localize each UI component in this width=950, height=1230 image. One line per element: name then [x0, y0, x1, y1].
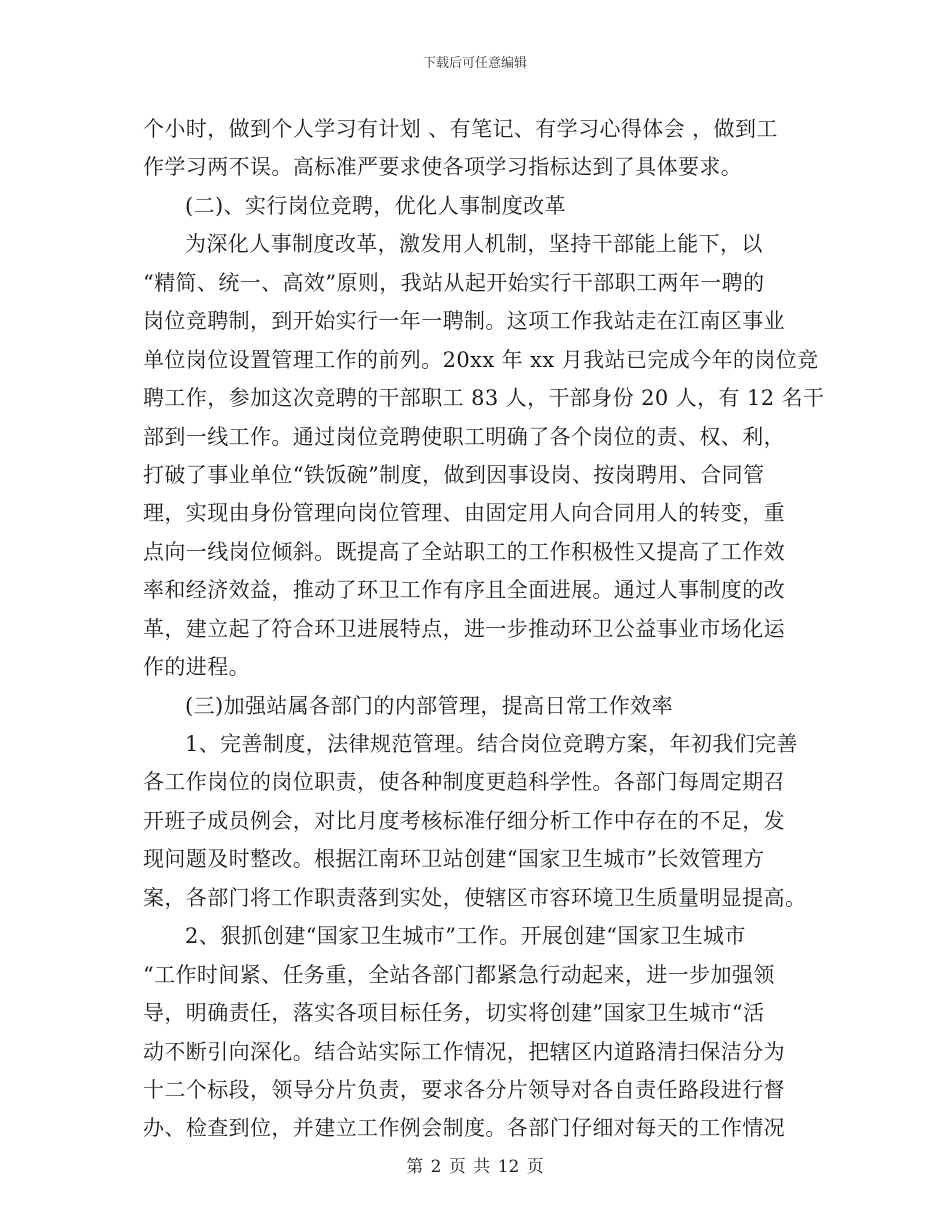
text-line: 个小时，做到个人学习有计划 、有笔记、有学习心得体会 ，做到工 — [143, 117, 778, 141]
text-line: 作学习两不误。高标准严要求使各项学习指标达到了具体要求。 — [143, 155, 743, 180]
text-line: 点向一线岗位倾斜。既提高了全站职工的工作积极性又提高了工作效 — [143, 539, 785, 564]
text-line: 动不断引向深化。结合站实际工作情况，把辖区内道路清扫保洁分为 — [143, 1039, 785, 1064]
page-header: 下载后可任意编辑 — [422, 56, 527, 71]
section-heading: (三)加强站属各部门的内部管理，提高日常工作效率 — [185, 693, 673, 718]
text-line: 案，各部门将工作职责落到实处，使辖区市容环境卫生质量明显提高。 — [143, 885, 807, 910]
text-line: 聘工作，参加这次竞聘的干部职工 83 人，干部身份 20 人，有 12 名干 — [143, 386, 825, 411]
text-line: “工作时间紧、任务重，全站各部门都紧急行动起来，进一步加强领 — [143, 962, 775, 987]
paragraph-start: 2、狠抓创建“国家卫生城市”工作。开展创建“国家卫生城市 — [185, 924, 746, 949]
text-line: 革，建立起了符合环卫进展特点，进一步推动环卫公益事业市场化运 — [143, 616, 785, 641]
text-line: 十二个标段，领导分片负责，要求各分片领导对各自责任路段进行督 — [143, 1077, 785, 1102]
page-footer: 第 2 页 共 12 页 — [406, 1157, 544, 1177]
text-line: 率和经济效益，推动了环卫工作有序且全面进展。通过人事制度的改 — [143, 578, 785, 603]
text-line: 单位岗位设置管理工作的前列。20xx 年 xx 月我站已完成今年的岗位竞 — [143, 347, 819, 372]
text-line: 办、检查到位，并建立工作例会制度。各部门仔细对每天的工作情况 — [143, 1116, 785, 1141]
text-line: 开班子成员例会，对比月度考核标准仔细分析工作中存在的不足，发 — [143, 808, 785, 833]
text-line: 导，明确责任，落实各项目标任务，切实将创建”国家卫生城市“活 — [143, 1001, 765, 1026]
text-line: 岗位竞聘制，到开始实行一年一聘制。这项工作我站走在江南区事业 — [143, 309, 785, 334]
text-line: 打破了事业单位“铁饭碗”制度，做到因事设岗、按岗聘用、合同管 — [143, 462, 765, 487]
section-heading: (二)、实行岗位竞聘，优化人事制度改革 — [185, 193, 566, 218]
text-line: 理，实现由身份管理向岗位管理、由固定用人向合同用人的转变，重 — [143, 501, 785, 526]
text-line: 各工作岗位的岗位职责，使各种制度更趋科学性。各部门每周定期召 — [143, 770, 785, 795]
document-body — [143, 110, 825, 1148]
text-line: 部到一线工作。通过岗位竞聘使职工明确了各个岗位的责、权、利， — [143, 424, 785, 449]
paragraph-start: 1、完善制度，法律规范管理。结合岗位竞聘方案，年初我们完善 — [185, 732, 798, 756]
text-line: “精简、统一、高效”原则，我站从起开始实行干部职工两年一聘的 — [143, 270, 765, 295]
text-line: 作的进程。 — [143, 655, 250, 680]
text-line: 现问题及时整改。根据江南环卫站创建“国家卫生城市”长效管理方 — [143, 847, 765, 872]
paragraph-start: 为深化人事制度改革，激发用人机制，坚持干部能上能下，以 — [185, 232, 763, 257]
